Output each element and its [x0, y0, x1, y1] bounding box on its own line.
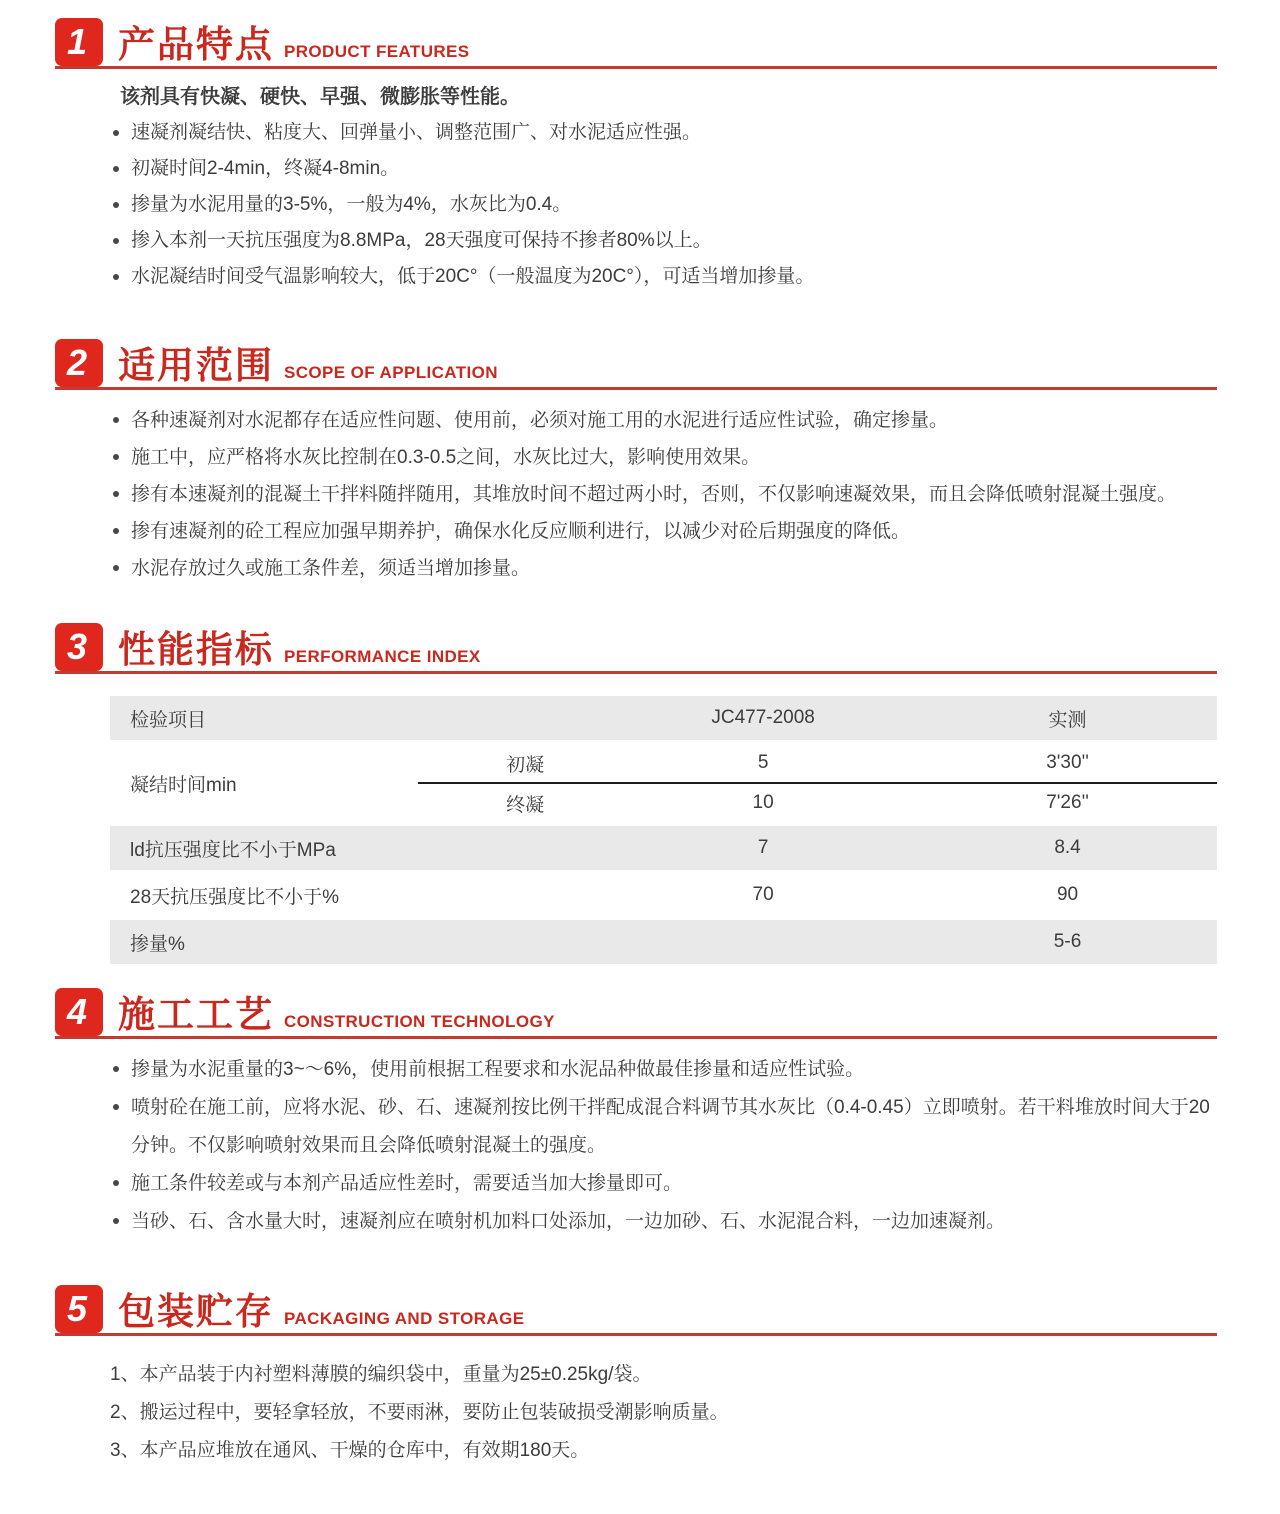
row-standard: 7: [757, 837, 769, 858]
bullet-item: 掺入本剂一天抗压强度为8.8MPa，28天强度可保持不掺者80%以上。: [110, 223, 1217, 259]
numbered-item: 1、本产品装于内衬塑料薄膜的编织袋中，重量为25±0.25kg/袋。: [110, 1364, 652, 1385]
subrow-measured: 7'26'': [1046, 792, 1089, 813]
bullet-item: 掺量为水泥重量的3~～6%，使用前根据工程要求和水泥品种做最佳掺量和适应性试验。: [110, 1051, 1217, 1089]
bullet-item: 当砂、石、含水量大时，速凝剂应在喷射机加料口处添加，一边加砂、石、水泥混合料，一边加速凝剂。: [110, 1203, 1217, 1241]
performance-table: [110, 696, 1217, 964]
bullet-item: 掺量为水泥用量的3-5%，一般为4%，水灰比为0.4。: [110, 187, 1217, 223]
table-header-row: [110, 696, 1217, 740]
subrow-name: 终凝: [506, 794, 545, 816]
row-measured: 90: [1056, 884, 1079, 905]
section-1-header: [55, 18, 1217, 69]
table-row-setting-time: [110, 743, 1217, 823]
section-4-title: 施工工艺: [118, 994, 274, 1035]
row-measured: 5-6: [1053, 931, 1082, 952]
bullet-item: 水泥凝结时间受气温影响较大，低于20C°（一般温度为20C°），可适当增加掺量。: [110, 259, 1217, 295]
section-performance-index: [55, 623, 1217, 964]
subrow-standard: 10: [752, 792, 774, 813]
section-3-number-badge: 3: [55, 623, 103, 671]
section-2-header: [55, 339, 1217, 390]
section-3-header: [55, 623, 1217, 674]
bullet-item: 施工条件较差或与本剂产品适应性差时，需要适当加大掺量即可。: [110, 1165, 1217, 1203]
section-2-subtitle: SCOPE OF APPLICATION: [284, 363, 498, 382]
table-row-28d-strength: [110, 873, 1217, 917]
subrow-measured: 3'30'': [1046, 752, 1089, 773]
subrow-divider-line: [418, 782, 1217, 784]
section-1-subtitle: PRODUCT FEATURES: [284, 42, 470, 61]
section-5-body: [55, 1356, 1217, 1470]
section-3-title: 性能指标: [118, 629, 274, 670]
row-item: ld抗压强度比不小于MPa: [130, 839, 336, 861]
features-list: [110, 115, 1217, 295]
table-header-item: 检验项目: [130, 709, 207, 731]
section-4-number-badge: 4: [55, 988, 103, 1036]
table-header-standard: JC477-2008: [711, 707, 815, 728]
section-2-number-badge: 2: [55, 339, 103, 387]
numbered-item: 3、本产品应堆放在通风、干燥的仓库中，有效期180天。: [110, 1440, 590, 1461]
bullet-item: 初凝时间2-4min，终凝4-8min。: [110, 151, 1217, 187]
section-4-body: [55, 1051, 1217, 1241]
subrow-standard: 5: [757, 752, 769, 773]
section-5-subtitle: PACKAGING AND STORAGE: [284, 1309, 525, 1328]
section-product-features: [55, 18, 1217, 295]
table-subrow-final-set: [442, 783, 1217, 823]
section-3-subtitle: PERFORMANCE INDEX: [284, 647, 481, 666]
section-scope-of-application: [55, 339, 1217, 587]
section-1-title: 产品特点: [118, 24, 274, 65]
section-1-number-badge: 1: [55, 18, 103, 66]
section-1-body: [55, 83, 1217, 295]
section-4-subtitle: CONSTRUCTION TECHNOLOGY: [284, 1012, 555, 1031]
packaging-list: [110, 1356, 1217, 1470]
section-2-title: 适用范围: [118, 345, 274, 386]
table-row-1d-strength: [110, 826, 1217, 870]
table-header-measured: 实测: [1048, 709, 1087, 731]
row-standard: 70: [752, 884, 774, 905]
section-packaging-storage: [55, 1285, 1217, 1470]
section-3-body: [55, 696, 1217, 964]
section-5-header: [55, 1285, 1217, 1336]
bullet-item: 施工中，应严格将水灰比控制在0.3-0.5之间，水灰比过大，影响使用效果。: [110, 439, 1217, 476]
setting-time-subrows: [442, 743, 1217, 823]
section-5-number-badge: 5: [55, 1285, 103, 1333]
bullet-item: 掺有本速凝剂的混凝土干拌料随拌随用，其堆放时间不超过两小时，否则，不仅影响速凝效果，而且会降低喷射混凝土强度。: [110, 476, 1217, 513]
bullet-item: 掺有速凝剂的砼工程应加强早期养护，确保水化反应顺利进行，以减少对砼后期强度的降低。: [110, 513, 1217, 550]
subrow-name: 初凝: [506, 754, 545, 776]
section-5-title: 包装贮存: [118, 1291, 274, 1332]
row-item: 掺量%: [130, 933, 185, 955]
setting-time-label: 凝结时间min: [130, 774, 237, 796]
bullet-item: 水泥存放过久或施工条件差，须适当增加掺量。: [110, 550, 1217, 587]
section-4-header: [55, 988, 1217, 1039]
section-construction-technology: [55, 988, 1217, 1241]
bullet-item: 喷射砼在施工前，应将水泥、砂、石、速凝剂按比例干拌配成混合料调节其水灰比（0.4-0.45）立即喷射。若干料堆放时间大于20分钟。不仅影响喷射效果而且会降低喷射混凝土的强度。: [110, 1089, 1217, 1165]
features-intro: 该剂具有快凝、硬快、早强、微膨胀等性能。: [120, 86, 520, 108]
table-subrow-initial-set: [442, 743, 1217, 783]
section-2-body: [55, 402, 1217, 587]
table-row-dosage: [110, 920, 1217, 964]
construction-list: [110, 1051, 1217, 1241]
numbered-item: 2、搬运过程中，要轻拿轻放，不要雨淋，要防止包装破损受潮影响质量。: [110, 1402, 729, 1423]
bullet-item: 各种速凝剂对水泥都存在适应性问题、使用前，必须对施工用的水泥进行适应性试验，确定掺量。: [110, 402, 1217, 439]
row-measured: 8.4: [1054, 837, 1081, 858]
scope-list: [110, 402, 1217, 587]
bullet-item: 速凝剂凝结快、粘度大、回弹量小、调整范围广、对水泥适应性强。: [110, 115, 1217, 151]
row-item: 28天抗压强度比不小于%: [130, 886, 340, 908]
